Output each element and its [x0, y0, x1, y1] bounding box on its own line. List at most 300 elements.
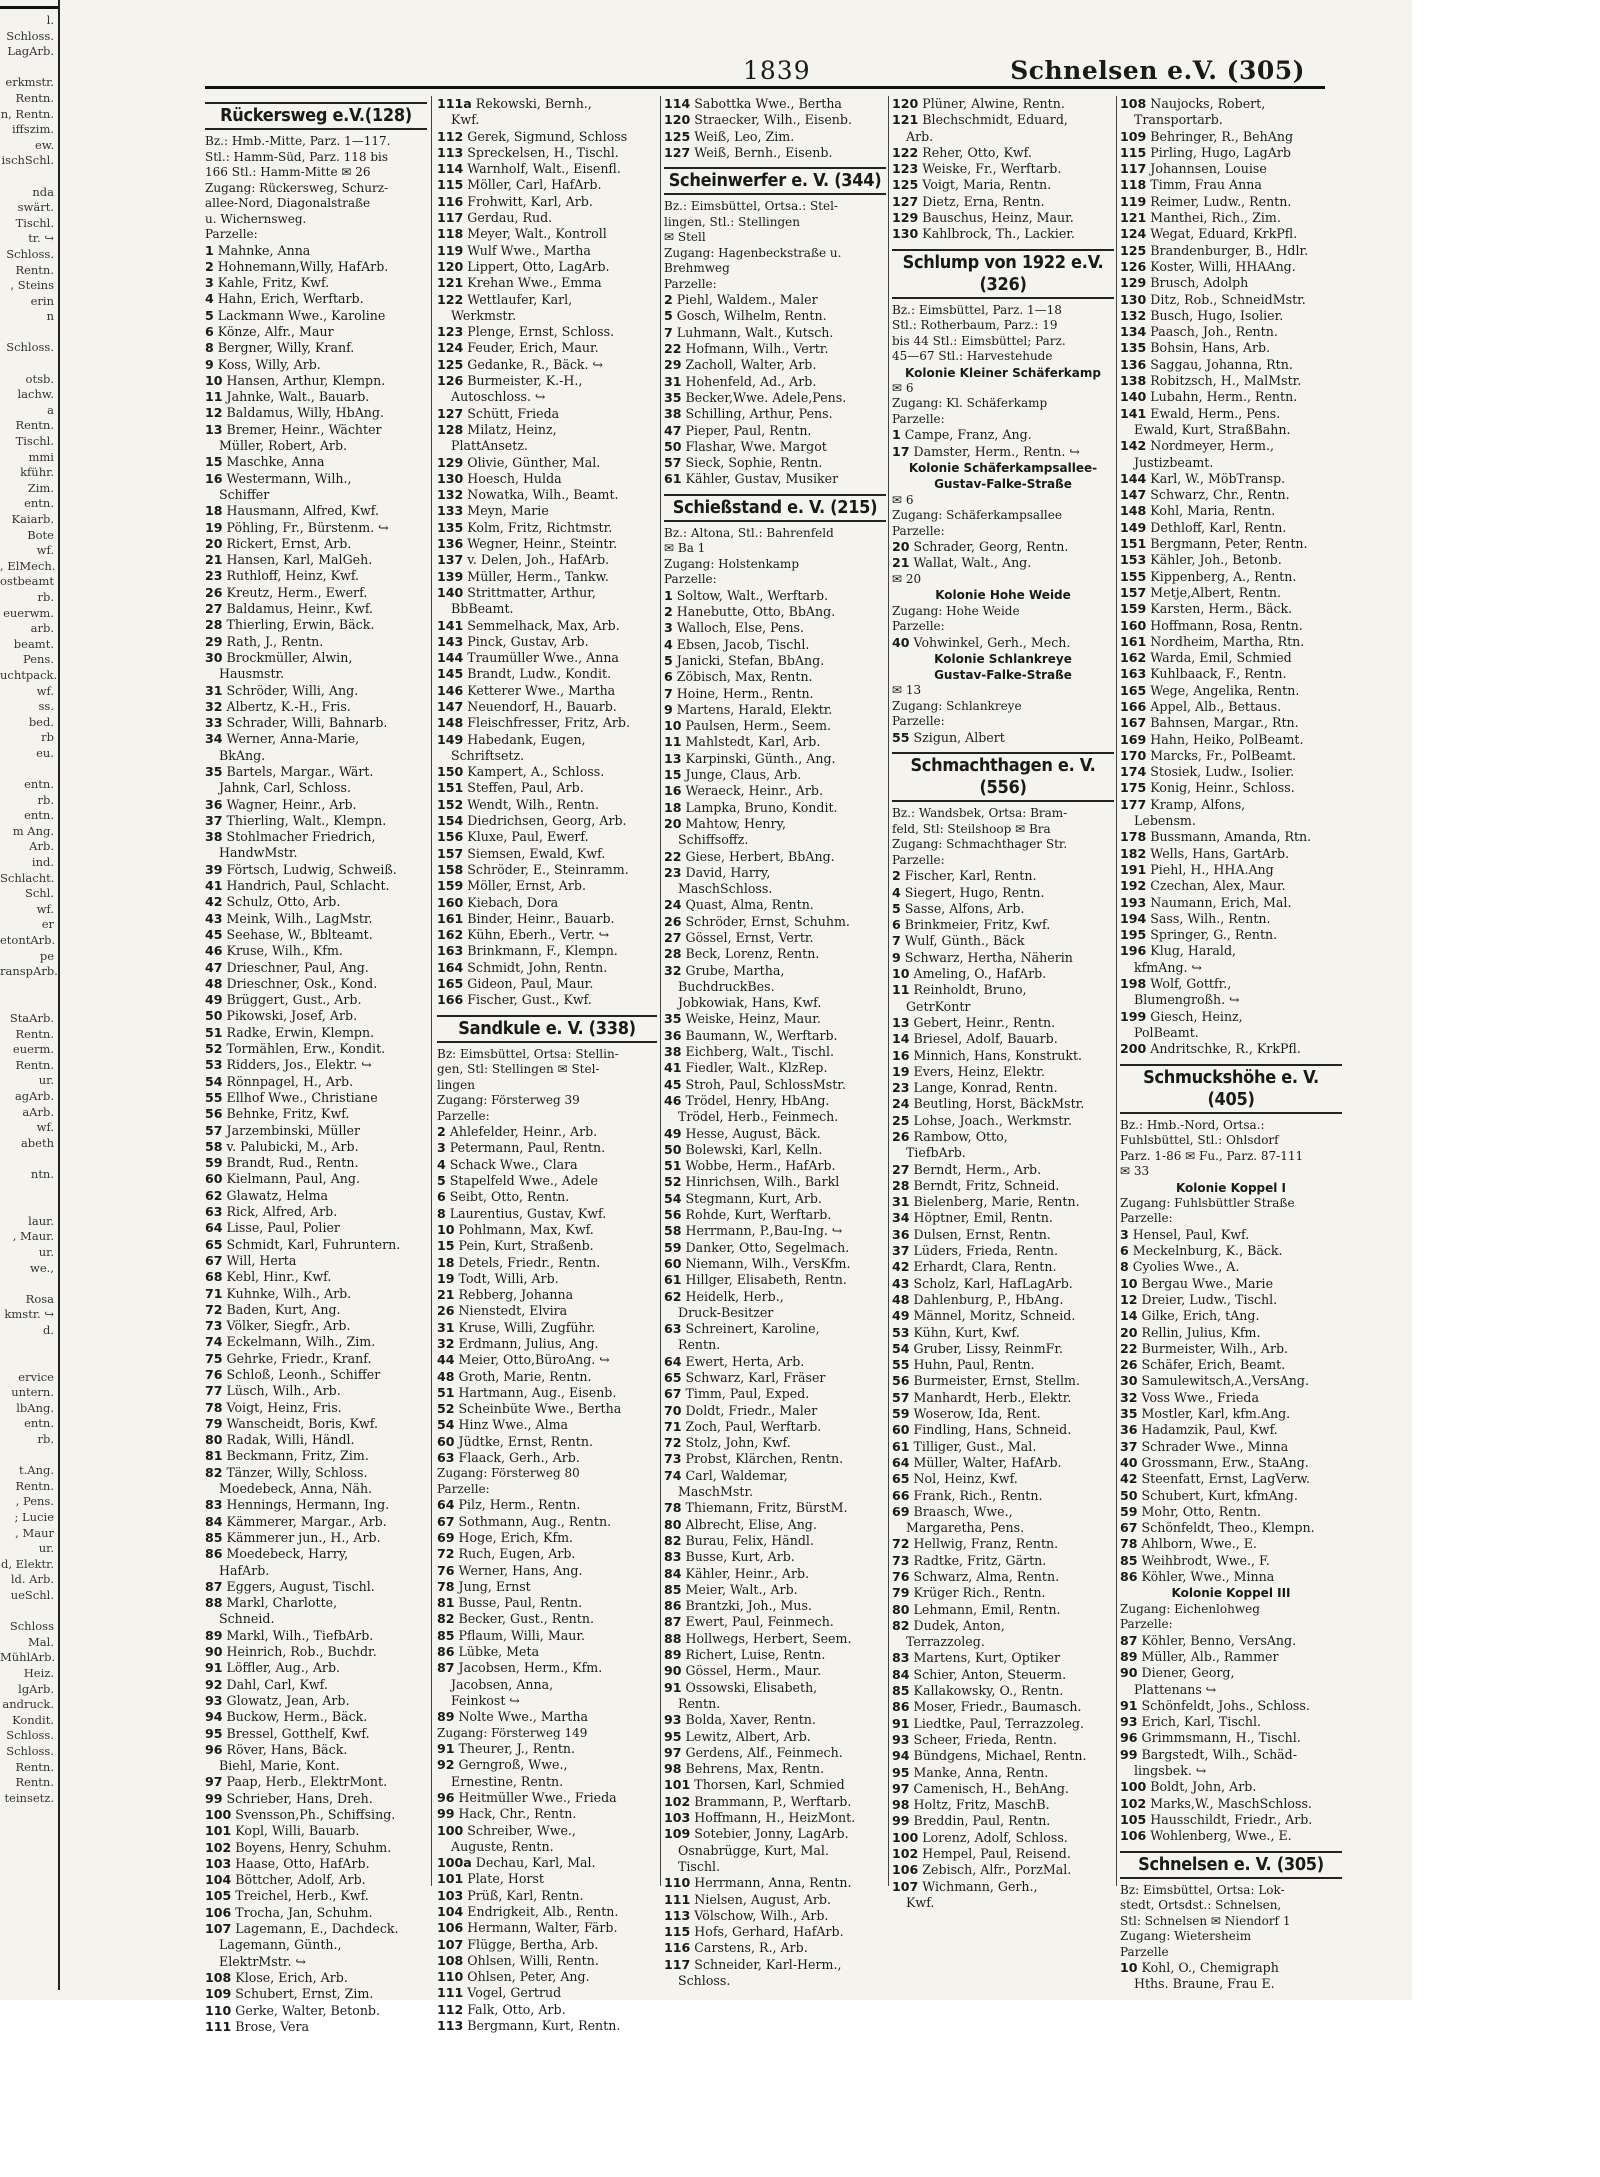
plot-entry [1120, 536, 1342, 552]
plot-number: 132 [1120, 307, 1147, 323]
tenant-text: Kopl, Willi, Bauarb. [231, 1823, 360, 1839]
tenant-text: Schwarz, Chr., Rentn. [1146, 487, 1290, 503]
tenant-text: Hohnemann,Willy, HafArb. [213, 258, 389, 274]
tenant-text: Dahl, Carl, Kwf. [222, 1676, 328, 1692]
tenant-text: Pilz, Herm., Rentn. [454, 1497, 581, 1513]
plot-number: 67 [205, 1252, 223, 1268]
plot-number: 74 [205, 1334, 223, 1350]
tenant-text: Wohlenberg, Wwe., E. [1146, 1828, 1292, 1844]
plot-entry [205, 1220, 427, 1236]
entry-continuation: Autoschloss. ↪ [451, 389, 546, 405]
plot-number: 103 [205, 1855, 232, 1871]
tenant-text: Flashar, Wwe. Margot [681, 438, 827, 454]
tenant-text: Gerdens, Alf., Feinmech. [681, 1744, 843, 1760]
tenant-text: Wulf Wwe., Martha [463, 242, 591, 258]
plot-entry [205, 1351, 427, 1367]
plot-entry [664, 1468, 886, 1484]
plot-entry [1120, 862, 1342, 878]
plot-number: 86 [1120, 1569, 1138, 1585]
tenant-text: Schrieber, Hans, Dreh. [222, 1790, 373, 1806]
plot-entry [205, 1872, 427, 1888]
plot-entry [437, 357, 657, 373]
plot-number: 11 [664, 734, 682, 750]
plot-entry [437, 992, 657, 1008]
plot-number: 120 [892, 96, 919, 111]
plot-entry [437, 422, 657, 438]
tenant-text: Becker,Wwe. Adele,Pens. [681, 389, 847, 405]
tenant-text: Brose, Vera [231, 2018, 309, 2034]
tenant-text: Vohwinkel, Gerh., Mech. [909, 634, 1071, 650]
tenant-text: Albertz, K.-H., Fris. [222, 698, 351, 714]
plot-number: 22 [664, 341, 682, 357]
tenant-text: Bolda, Xaver, Rentn. [681, 1712, 816, 1728]
gutter-fragment: StaArb. [9, 1011, 54, 1025]
tenant-text: Ruthloff, Heinz, Kwf. [222, 568, 360, 584]
plot-entry [1120, 1665, 1342, 1681]
association-info: Parzelle [1120, 1944, 1169, 1959]
plot-entry [437, 2018, 657, 2034]
plot-entry [1120, 1569, 1342, 1585]
plot-number: 58 [664, 1223, 682, 1239]
tenant-text: Gosch, Wilhelm, Rentn. [672, 308, 827, 324]
plot-number: 162 [1120, 650, 1147, 666]
tenant-text: Brandt, Ludw., Kondit. [463, 666, 612, 682]
entry-continuation: Hths. Braune, Frau E. [1134, 1976, 1275, 1992]
plot-number: 50 [1120, 1487, 1138, 1503]
tenant-text: Mohr, Otto, Rentn. [1137, 1503, 1262, 1519]
gutter-fragment [0, 60, 58, 76]
plot-entry [664, 1924, 886, 1940]
tenant-text: Busse, Paul, Rentn. [454, 1595, 583, 1611]
plot-number: 51 [437, 1384, 455, 1400]
plot-entry [892, 885, 1114, 901]
tenant-text: Moser, Friedr., Baumasch. [909, 1699, 1082, 1715]
plot-entry [205, 389, 427, 405]
plot-number: 51 [664, 1158, 682, 1174]
tenant-text: Breddin, Paul, Rentn. [909, 1813, 1051, 1829]
plot-entry [205, 943, 427, 959]
association-info: Zugang: Eichenlohweg [1120, 1601, 1260, 1616]
tenant-text: Ridders, Jos., Elektr. ↪ [222, 1057, 372, 1073]
plot-number: 2 [664, 604, 673, 620]
plot-number: 28 [205, 617, 223, 633]
plot-number: 18 [664, 799, 682, 815]
plot-entry [664, 816, 886, 832]
plot-entry [205, 1888, 427, 1904]
tenant-text: Wettlaufer, Karl, [463, 291, 573, 307]
plot-number: 109 [205, 1986, 232, 2002]
tenant-text: Lampka, Bruno, Kondit. [681, 799, 838, 815]
plot-entry [437, 732, 657, 748]
plot-entry [892, 901, 1114, 917]
gutter-fragment: entn. [24, 1416, 54, 1431]
plot-entry [892, 1846, 1114, 1862]
plot-number: 129 [892, 210, 919, 226]
plot-number: 59 [1120, 1503, 1138, 1519]
plot-number: 102 [1120, 1795, 1147, 1811]
tenant-text: Camenisch, H., BehAng. [909, 1780, 1069, 1796]
plot-entry [664, 783, 886, 799]
plot-entry [437, 764, 657, 780]
gutter-fragment: Kondit. [12, 1712, 54, 1727]
tenant-text: Detels, Friedr., Rentn. [454, 1254, 601, 1270]
plot-number: 48 [892, 1291, 910, 1307]
plot-number: 60 [437, 1433, 455, 1449]
tenant-text: Berndt, Herm., Arb. [909, 1161, 1042, 1177]
plot-number: 39 [205, 861, 223, 877]
association-info: Parzelle: [892, 619, 945, 634]
tenant-text: Groth, Marie, Rentn. [454, 1368, 592, 1384]
tenant-text: Gehrke, Friedr., Kranf. [222, 1350, 372, 1366]
plot-number: 32 [437, 1335, 455, 1351]
plot-entry [437, 1790, 657, 1806]
page-number: 1839 [743, 56, 811, 85]
plot-entry [892, 1064, 1114, 1080]
gutter-fragment: Rentn. [15, 1478, 54, 1493]
tenant-text: Hansen, Arthur, Klempn. [222, 372, 386, 388]
plot-number: 78 [205, 1399, 223, 1415]
plot-number: 85 [892, 1683, 910, 1699]
tenant-text: Radtke, Fritz, Gärtn. [909, 1552, 1047, 1568]
plot-number: 53 [892, 1324, 910, 1340]
plot-entry [437, 829, 657, 845]
plot-number: 20 [1120, 1324, 1138, 1340]
plot-number: 146 [437, 682, 464, 698]
plot-entry [1120, 911, 1342, 927]
plot-number: 85 [437, 1627, 455, 1643]
association-info: ✉ Stell [664, 230, 706, 245]
association-info: bis 44 Stl.: Eimsbüttel; Parz. [892, 333, 1066, 348]
tenant-text: Baldamus, Heinr., Kwf. [222, 601, 374, 617]
plot-entry [1120, 292, 1342, 308]
plot-number: 27 [205, 601, 223, 617]
plot-entry [437, 618, 657, 634]
plot-number: 31 [437, 1319, 455, 1335]
tenant-text: Schilling, Arthur, Pens. [681, 406, 833, 422]
plot-entry [1120, 976, 1342, 992]
tenant-text: Springer, G., Rentn. [1146, 927, 1278, 943]
plot-number: 26 [892, 1128, 910, 1144]
plot-entry [1120, 487, 1342, 503]
tenant-text: Samulewitsch,A.,VersAng. [1137, 1373, 1309, 1389]
tenant-text: Warda, Emil, Schmied [1146, 650, 1292, 666]
plot-entry [1120, 634, 1342, 650]
entry-continuation: HandwMstr. [219, 845, 298, 861]
plot-entry [437, 1271, 657, 1287]
plot-number: 71 [664, 1418, 682, 1434]
plot-entry [664, 1126, 886, 1142]
tenant-text: Bauschus, Heinz, Maur. [918, 210, 1074, 226]
plot-entry [1120, 438, 1342, 454]
plot-number: 61 [664, 1272, 682, 1288]
plot-entry [1120, 1276, 1342, 1292]
plot-entry [437, 1595, 657, 1611]
entry-continuation: kfmAng. ↪ [1134, 959, 1203, 975]
plot-number: 1 [892, 427, 901, 443]
plot-number: 83 [205, 1497, 223, 1513]
tenant-text: Metje,Albert, Rentn. [1146, 584, 1282, 600]
plot-entry [1120, 666, 1342, 682]
plot-number: 6 [1120, 1243, 1129, 1259]
plot-entry [664, 1582, 886, 1598]
association-info: Bz.: Hmb.-Nord, Ortsa.: [1120, 1117, 1265, 1132]
tenant-text: Manke, Anna, Rentn. [909, 1764, 1049, 1780]
gutter-fragment: ischSchl. [1, 153, 54, 168]
tenant-text: Junge, Claus, Arb. [681, 767, 802, 783]
gutter-fragment: Schloss. [6, 28, 54, 43]
tenant-text: Steenfatt, Ernst, LagVerw. [1137, 1471, 1311, 1487]
plot-entry [437, 1888, 657, 1904]
tenant-text: Brinkmann, F., Klempn. [463, 943, 618, 959]
plot-entry [205, 1237, 427, 1253]
tenant-text: Kämmerer, Margar., Arb. [222, 1513, 387, 1529]
tenant-text: Rickert, Ernst, Arb. [222, 535, 352, 551]
plot-number: 121 [892, 112, 919, 128]
plot-entry [205, 1579, 427, 1595]
tenant-text: Grossmann, Erw., StaAng. [1137, 1454, 1309, 1470]
plot-number: 194 [1120, 910, 1147, 926]
gutter-fragment: er [41, 917, 54, 932]
plot-number: 4 [437, 1156, 446, 1172]
tenant-text: Rath, J., Rentn. [222, 633, 324, 649]
plot-number: 127 [892, 193, 919, 209]
plot-number: 2 [437, 1124, 446, 1140]
plot-entry [664, 1011, 886, 1027]
plot-number: 71 [205, 1285, 223, 1301]
tenant-text: Gruber, Lissy, ReinmFr. [909, 1340, 1064, 1356]
tenant-text: Wege, Angelika, Rentn. [1146, 682, 1300, 698]
plot-number: 22 [1120, 1340, 1138, 1356]
plot-entry [1120, 715, 1342, 731]
tenant-text: Diener, Georg, [1137, 1665, 1235, 1681]
plot-entry [437, 292, 657, 308]
plot-entry [437, 1514, 657, 1530]
tenant-text: Gerke, Walter, Betonb. [231, 2002, 380, 2018]
tenant-text: Nowatka, Wilh., Beamt. [463, 487, 619, 503]
association-info: ✉ 13 [892, 683, 922, 698]
plot-entry [205, 585, 427, 601]
association-heading: Rückersweg e.V.(128) [205, 102, 427, 130]
plot-entry [205, 927, 427, 943]
tenant-text: Tilliger, Gust., Mal. [909, 1438, 1037, 1454]
tenant-text: Damster, Herm., Rentn. ↪ [909, 443, 1080, 459]
plot-entry [205, 1497, 427, 1513]
plot-number: 65 [892, 1471, 910, 1487]
plot-number: 198 [1120, 976, 1147, 992]
plot-entry [205, 520, 427, 536]
plot-number: 78 [437, 1578, 455, 1594]
tenant-text: Mahnke, Anna [213, 242, 311, 258]
plot-entry [437, 1546, 657, 1562]
plot-number: 91 [664, 1679, 682, 1695]
tenant-text: Manhardt, Herb., Elektr. [909, 1389, 1072, 1405]
tenant-text: Bressel, Gotthelf, Kwf. [222, 1725, 370, 1741]
tenant-text: Schönfeldt, Johs., Schloss. [1137, 1697, 1310, 1713]
tenant-text: Will, Herta [222, 1252, 297, 1268]
plot-number: 74 [664, 1467, 682, 1483]
entry-continuation: Jobkowiak, Hans, Kwf. [678, 995, 822, 1011]
plot-number: 92 [205, 1676, 223, 1692]
plot-number: 76 [892, 1569, 910, 1584]
plot-entry [437, 895, 657, 911]
plot-entry [1120, 210, 1342, 226]
plot-number: 57 [892, 1389, 910, 1405]
tenant-text: Pflaum, Willi, Maur. [454, 1627, 585, 1643]
plot-number: 101 [664, 1777, 691, 1793]
plot-number: 132 [437, 487, 464, 503]
tenant-text: Liedtke, Paul, Terrazzoleg. [909, 1715, 1084, 1731]
plot-number: 147 [1120, 487, 1147, 503]
plot-number: 19 [205, 519, 223, 535]
plot-number: 51 [205, 1024, 223, 1040]
association-info: Parzelle: [892, 714, 945, 729]
plot-number: 25 [892, 1112, 910, 1128]
association-heading: Schießstand e. V. (215) [664, 494, 886, 522]
plot-entry [892, 1259, 1114, 1275]
gutter-fragment: abeth [20, 1135, 54, 1150]
plot-entry [1120, 943, 1342, 959]
plot-entry [205, 2003, 427, 2019]
plot-number: 52 [664, 1174, 682, 1190]
entry-continuation: GetrKontr [906, 998, 971, 1014]
tenant-text: Seibt, Otto, Rentn. [445, 1189, 570, 1205]
plot-number: 109 [1120, 128, 1147, 144]
tenant-text: Hoine, Herm., Rentn. [672, 685, 814, 701]
plot-entry [892, 1748, 1114, 1764]
tenant-text: Hansen, Karl, MalGeh. [222, 552, 373, 568]
tenant-text: Hofmann, Wilh., Vertr. [681, 341, 829, 357]
plot-number: 8 [1120, 1259, 1129, 1275]
gutter-fragment: erkmstr. [5, 75, 54, 90]
plot-number: 60 [892, 1422, 910, 1438]
entry-continuation: Moedebeck, Anna, Näh. [219, 1481, 373, 1497]
plot-entry [664, 653, 886, 669]
tenant-text: Mostler, Karl, kfm.Ang. [1137, 1406, 1291, 1422]
tenant-text: Heitmüller Wwe., Frieda [454, 1789, 617, 1805]
plot-entry [437, 1741, 657, 1757]
plot-entry [205, 1677, 427, 1693]
plot-number: 125 [892, 177, 919, 193]
plot-number: 49 [664, 1125, 682, 1141]
gutter-fragment: rb. [37, 792, 54, 807]
column-4 [892, 96, 1114, 1910]
plot-entry [205, 1774, 427, 1790]
gutter-fragment: MühlArb. [0, 1650, 56, 1665]
tenant-text: Jarzembinski, Müller [222, 1122, 361, 1138]
plot-entry [664, 341, 886, 357]
plot-entry [664, 1435, 886, 1451]
plot-number: 100 [1120, 1779, 1147, 1795]
plot-entry [437, 1434, 657, 1450]
plot-number: 37 [1120, 1438, 1138, 1454]
plot-number: 33 [205, 715, 223, 731]
plot-number: 57 [664, 455, 682, 471]
tenant-text: Röver, Hans, Bäck. [222, 1741, 348, 1757]
tenant-text: Gerek, Sigmund, Schloss [463, 128, 628, 144]
plot-number: 3 [205, 275, 214, 291]
plot-number: 103 [437, 1887, 464, 1903]
plot-number: 140 [437, 584, 464, 600]
plot-number: 26 [664, 913, 682, 929]
plot-number: 96 [1120, 1730, 1138, 1746]
gutter-fragment: Schloss. [6, 1728, 54, 1743]
tenant-text: Karpinski, Günth., Ang. [681, 750, 836, 766]
gutter-fragment: Schloss. [6, 340, 54, 355]
plot-entry [205, 976, 427, 992]
plot-number: 75 [205, 1350, 223, 1366]
plot-entry [437, 1157, 657, 1173]
tenant-text: Flaack, Gerh., Arb. [454, 1450, 580, 1466]
plot-entry [1120, 1747, 1342, 1763]
association-info: Bz.: Wandsbek, Ortsa: Bram- [892, 806, 1068, 821]
plot-number: 20 [664, 815, 682, 831]
plot-entry [664, 1957, 886, 1973]
gutter-fragment: d. [42, 1322, 54, 1337]
tenant-text: Straecker, Wilh., Eisenb. [690, 112, 852, 128]
plot-number: 141 [1120, 405, 1147, 421]
gutter-fragment: Rentn. [15, 1775, 54, 1790]
association-info: ✉ Ba 1 [664, 541, 706, 556]
tenant-text: Rekowski, Bernh., [471, 96, 592, 111]
tenant-text: Voigt, Maria, Rentn. [918, 177, 1052, 193]
plot-entry [892, 1015, 1114, 1031]
plot-number: 17 [892, 443, 910, 459]
tenant-text: Piehl, Waldem., Maler [672, 292, 818, 308]
gutter-fragment: Heiz. [23, 1665, 54, 1680]
plot-entry [1120, 243, 1342, 259]
tenant-text: Ahlborn, Wwe., E. [1137, 1536, 1257, 1552]
gutter-fragment: Rosa [25, 1291, 54, 1306]
tenant-text: Siegert, Hugo, Rentn. [900, 884, 1045, 900]
tenant-text: Lübke, Meta [454, 1644, 540, 1660]
gutter-fragment: erin [30, 293, 54, 308]
plot-number: 130 [1120, 291, 1147, 307]
tenant-text: Böttcher, Adolf, Arb. [231, 1872, 366, 1888]
tenant-text: Hoge, Erich, Kfm. [454, 1529, 574, 1545]
plot-number: 8 [437, 1205, 446, 1221]
tenant-text: Drieschner, Osk., Kond. [222, 975, 378, 991]
plot-entry [664, 1810, 886, 1826]
plot-entry [892, 1292, 1114, 1308]
plot-entry [1120, 324, 1342, 340]
plot-number: 97 [205, 1774, 223, 1790]
plot-entry [664, 308, 886, 324]
plot-number: 102 [664, 1793, 691, 1809]
tenant-text: Kähler, Joh., Betonb. [1146, 552, 1282, 568]
plot-entry [437, 634, 657, 650]
plot-number: 32 [205, 698, 223, 714]
tenant-text: Pikowski, Josef, Arb. [222, 1008, 358, 1024]
tenant-text: Weiske, Heinz, Maur. [681, 1011, 821, 1027]
plot-entry [892, 1781, 1114, 1797]
plot-entry [664, 1892, 886, 1908]
tenant-text: Kühn, Eberh., Vertr. ↪ [463, 927, 610, 943]
plot-entry [437, 683, 657, 699]
plot-number: 89 [1120, 1648, 1138, 1664]
gutter-fragment [0, 1604, 58, 1620]
gutter-fragment [0, 1354, 58, 1370]
tenant-text: Hermann, Walter, Färb. [463, 1920, 618, 1936]
gutter-fragment: , Maur. [12, 1229, 54, 1244]
plot-number: 50 [664, 1141, 682, 1157]
plot-number: 86 [892, 1699, 910, 1715]
association-info: Zugang: Hagenbeckstraße u. [664, 245, 842, 260]
plot-number: 36 [664, 1027, 682, 1043]
tenant-text: Theurer, J., Rentn. [454, 1741, 576, 1757]
plot-entry [437, 373, 657, 389]
plot-entry [437, 960, 657, 976]
plot-number: 110 [664, 1875, 691, 1891]
